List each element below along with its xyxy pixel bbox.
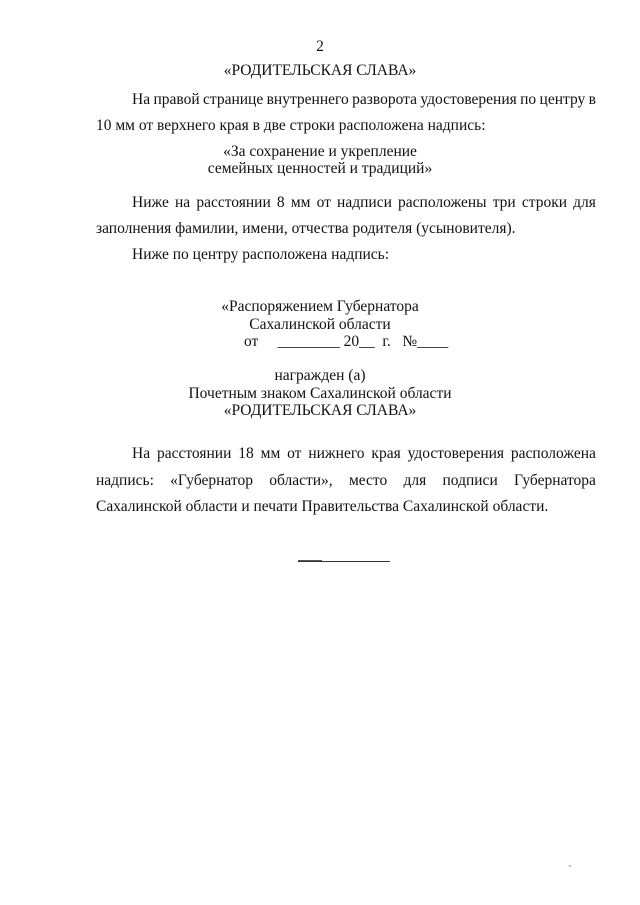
word: подписи bbox=[442, 472, 498, 489]
word: центру bbox=[539, 91, 586, 108]
word: три bbox=[492, 194, 516, 211]
inscription-2-line-6: «РОДИТЕЛЬСКАЯ СЛАВА» bbox=[223, 402, 417, 419]
paragraph-4-line-2 bbox=[96, 472, 596, 490]
word: нижнего bbox=[308, 445, 365, 462]
paragraph-3: Ниже по центру расположена надпись: bbox=[132, 246, 390, 263]
word: 18 bbox=[238, 445, 254, 462]
word: края bbox=[371, 445, 401, 462]
document-heading: «РОДИТЕЛЬСКАЯ СЛАВА» bbox=[223, 62, 417, 79]
word: в bbox=[588, 91, 596, 108]
paragraph-1-line-2: 10 мм от верхнего края в две строки расположена надпись: bbox=[96, 117, 486, 134]
paragraph-4-line-1 bbox=[132, 445, 596, 463]
word: странице bbox=[202, 91, 264, 108]
word: мм bbox=[290, 194, 311, 211]
word: расположена bbox=[510, 445, 596, 462]
word: по bbox=[520, 91, 537, 108]
inscription-2-line-4: награжден (а) bbox=[274, 367, 366, 384]
inscription-2-date-line: от ________ 20__ г. №____ bbox=[244, 333, 449, 350]
word: надписи bbox=[337, 194, 392, 211]
paragraph-4-line-3: Сахалинской области и печати Правительства Сахалинской области. bbox=[96, 498, 549, 515]
word: Ниже bbox=[132, 194, 169, 211]
word: для bbox=[573, 194, 596, 211]
end-divider-line bbox=[298, 561, 390, 562]
word: 8 bbox=[276, 194, 285, 211]
word: мм bbox=[260, 445, 281, 462]
word: разворота bbox=[352, 91, 417, 108]
word: удостоверения bbox=[420, 91, 517, 108]
inscription-2-line-2: Сахалинской области bbox=[249, 316, 391, 333]
word: Губернатора bbox=[513, 472, 596, 489]
page-number: 2 bbox=[316, 38, 324, 55]
word: «Губернатор bbox=[170, 472, 253, 489]
inscription-2-line-1: «Распоряжением Губернатора bbox=[221, 298, 419, 315]
inscription-1-line-2: семейных ценностей и традиций» bbox=[207, 160, 433, 177]
word: На bbox=[132, 91, 151, 108]
word: На bbox=[132, 445, 151, 462]
word: строки bbox=[521, 194, 568, 211]
paragraph-2-line-2: заполнения фамилии, имени, отчества родителя (усыновителя). bbox=[96, 220, 516, 237]
word: правой bbox=[153, 91, 200, 108]
word: расположены bbox=[398, 194, 487, 211]
word: для bbox=[403, 472, 427, 489]
paragraph-2-line-1 bbox=[132, 194, 596, 212]
word: от bbox=[316, 194, 331, 211]
word: внутреннего bbox=[266, 91, 349, 108]
word: расстоянии bbox=[156, 445, 232, 462]
word: место bbox=[348, 472, 388, 489]
word: от bbox=[287, 445, 302, 462]
paragraph-1-line-1 bbox=[132, 91, 596, 109]
word: на bbox=[175, 194, 191, 211]
word: надпись: bbox=[96, 472, 154, 489]
scan-speck bbox=[569, 865, 571, 867]
word: расстоянии bbox=[196, 194, 271, 211]
inscription-2-line-5: Почетным знаком Сахалинской области bbox=[188, 385, 452, 402]
inscription-1-line-1: «За сохранение и укрепление bbox=[223, 143, 417, 160]
word: удостоверения bbox=[407, 445, 505, 462]
word: области», bbox=[269, 472, 333, 489]
